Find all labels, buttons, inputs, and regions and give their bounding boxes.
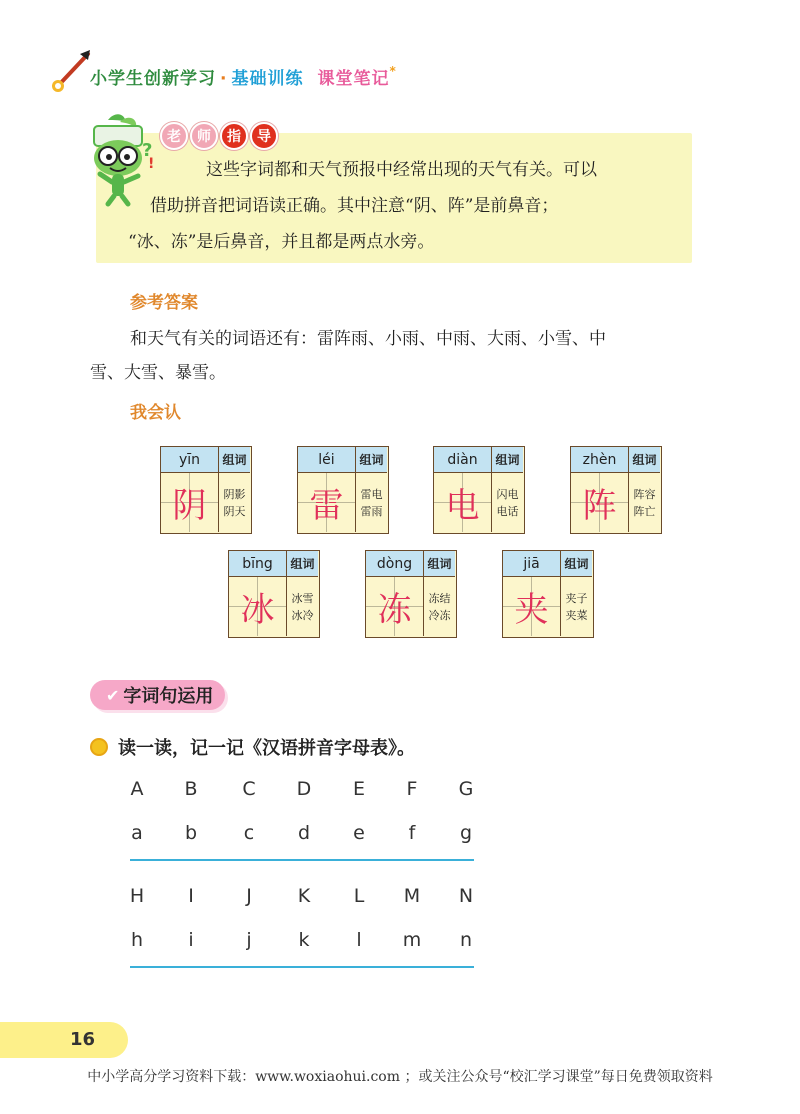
card-word-2: 夹菜 [565,608,588,622]
letter: I [188,885,194,907]
letter: D [296,778,312,800]
letter: g [459,822,473,844]
letter: A [130,778,144,800]
letter: c [243,822,255,844]
teacher-guide-text [128,152,678,260]
card-character: 冰 [229,577,287,636]
svg-text:!: ! [148,156,155,172]
card-word-2: 阴天 [223,504,246,518]
card-word-2: 冰冷 [291,608,314,622]
guide-badge-3: 指 [220,122,248,150]
card-word-1: 夹子 [565,591,588,605]
letter: h [130,929,144,951]
card-pinyin: yīn [161,447,219,473]
card-words [219,473,250,532]
card-words [492,473,523,532]
card-word-2: 雷雨 [360,504,383,518]
char-card-bing [228,550,320,638]
letter: e [353,822,365,844]
paintbrush-icon [50,48,94,94]
guide-badge-2: 师 [190,122,218,150]
card-words [356,473,387,532]
letter: k [298,929,310,951]
card-character: 夹 [503,577,561,636]
letter: a [131,822,143,844]
usage-section-tag [90,680,225,710]
card-word-2: 阵亡 [633,504,656,518]
card-pinyin: dòng [366,551,424,577]
writing-rule-line [130,966,474,968]
guide-badge-1: 老 [160,122,188,150]
letter: F [406,778,418,800]
card-zuci-label: 组词 [287,551,318,577]
card-character: 雷 [298,473,356,532]
letter: n [459,929,473,951]
char-card-dong [365,550,457,638]
answer-text [90,322,702,390]
char-card-zhen [570,446,662,534]
card-word-1: 阵容 [633,487,656,501]
series-separator: · [220,69,228,89]
letter: H [129,885,145,907]
guide-line-2: 借助拼音把词语读正确。其中注意“阴、阵”是前鼻音； [150,196,559,216]
letter: b [184,822,198,844]
card-word-2: 冷冻 [428,608,451,622]
letter: d [297,822,311,844]
task-text: 读一读，记一记《汉语拼音字母表》。 [118,738,415,759]
writing-rule-line [130,859,474,861]
series-part2: 基础训练 [231,69,304,89]
recognize-title: 我会认 [130,403,181,423]
card-word-1: 闪电 [496,487,519,501]
letter: N [458,885,474,907]
guide-badge-4: 导 [250,122,278,150]
letter: j [246,929,252,951]
card-zuci-label: 组词 [356,447,387,473]
card-word-1: 冻结 [428,591,451,605]
card-words [424,577,455,636]
card-pinyin: léi [298,447,356,473]
answer-title: 参考答案 [130,293,198,313]
card-character: 阴 [161,473,219,532]
bullet-icon [90,738,108,756]
card-zuci-label: 组词 [424,551,455,577]
card-word-1: 雷电 [360,487,383,501]
task-instruction [90,734,415,760]
letter: m [402,929,422,951]
letter: i [188,929,194,951]
card-pinyin: jiā [503,551,561,577]
char-card-dian [433,446,525,534]
star-icon: * [389,64,397,78]
char-card-yin [160,446,252,534]
guide-line-1: 这些字词都和天气预报中经常出现的天气有关。可以 [206,160,597,180]
card-zuci-label: 组词 [561,551,592,577]
card-zuci-label: 组词 [629,447,660,473]
usage-section-title: 字词句运用 [123,686,214,707]
letter: L [353,885,365,907]
card-character: 阵 [571,473,629,532]
card-words [287,577,318,636]
letter: G [458,778,474,800]
page-number-tab [0,1022,128,1058]
page-number: 16 [70,1029,96,1050]
card-pinyin: zhèn [571,447,629,473]
card-words [561,577,592,636]
letter: M [403,885,421,907]
letter: E [352,778,365,800]
card-word-2: 电话 [496,504,519,518]
footer-note: 中小学高分学习资料下载：www.woxiaohui.com ；或关注公众号“校汇学习课堂”每日免费领取资料 [87,1069,713,1085]
card-zuci-label: 组词 [219,447,250,473]
answer-line-1: 和天气有关的词语还有：雷阵雨、小雨、中雨、大雨、小雪、中 [130,329,606,349]
answer-line-2: 雪、大雪、暴雪。 [90,363,226,383]
card-word-1: 阴影 [223,487,246,501]
letter: l [356,929,362,951]
letter: J [246,885,252,907]
series-part3: 课堂笔记 [317,69,390,89]
card-character: 电 [434,473,492,532]
card-pinyin: diàn [434,447,492,473]
card-pinyin: bīng [229,551,287,577]
letter: K [297,885,311,907]
page-header [50,48,470,98]
card-words [629,473,660,532]
card-zuci-label: 组词 [492,447,523,473]
char-card-jia [502,550,594,638]
letter: C [242,778,256,800]
teacher-guide-badges [160,122,278,150]
letter: f [408,822,416,844]
guide-line-3: “冰、冻”是后鼻音，并且都是两点水旁。 [128,232,435,252]
series-part1: 小学生创新学习 [90,69,216,89]
card-word-1: 冰雪 [291,591,314,605]
check-icon: ✔ [106,685,120,705]
char-card-lei [297,446,389,534]
svg-text:?: ? [142,140,153,161]
letter: B [184,778,198,800]
series-title [90,64,397,89]
card-character: 冻 [366,577,424,636]
